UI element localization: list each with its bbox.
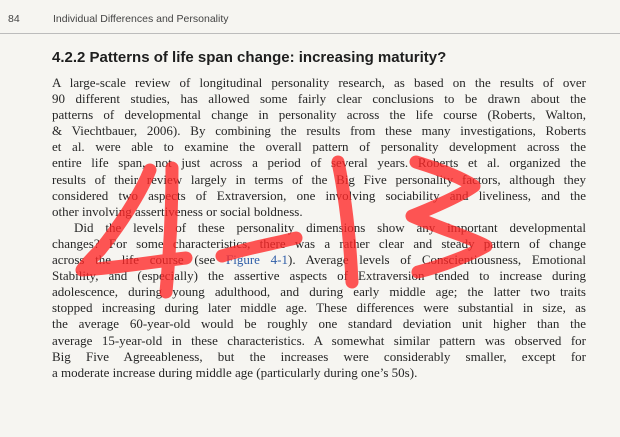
paragraph-line: adolescence, during young adulthood, and during early middle age; the latter two traits xyxy=(52,284,586,300)
paragraph-line: Stability, and (especially) the assertive aspects of Extraversion tended to increase during xyxy=(52,268,586,284)
line-text: across the life course (see xyxy=(52,252,227,268)
running-head-title: Individual Differences and Personality xyxy=(53,13,229,25)
paragraph-1 xyxy=(52,75,586,220)
paragraph-line: Did the levels of these personality dimensions show any important developmental xyxy=(74,219,586,235)
paragraph-line: patterns of developmental change in personality across the life course (Roberts, Walton, xyxy=(52,107,586,123)
paragraph-2 xyxy=(52,220,586,381)
paragraph-line: considered two aspects of Extraversion, one involving sociability and liveliness, and the xyxy=(52,187,586,203)
section-heading: 4.2.2 Patterns of life span change: increasing maturity? xyxy=(52,49,447,66)
paragraph-line: changes? For some characteristics, there was a rather clear and steady pattern of change xyxy=(52,235,586,251)
paragraph-line: 90 different studies, has allowed some fairly clear conclusions to be drawn about the xyxy=(52,91,586,107)
paragraph-line: the average 60-year-old would be roughly one standard deviation unit higher than the xyxy=(52,316,586,332)
figure-4-1-link[interactable]: Figure 4-1 xyxy=(226,252,288,268)
page-number: 84 xyxy=(8,13,20,25)
line-text: ). Average levels of Conscientiousness, Emotional xyxy=(287,252,586,268)
paragraph-line: a moderate increase during middle age (particularly during one’s 50s). xyxy=(52,364,418,380)
paragraph-line: et al. were able to examine the overall pattern of personality development across the xyxy=(52,139,586,155)
paragraph-line: average 15-year-old in these characteristics. A somewhat similar pattern was observed for xyxy=(52,332,586,348)
header-rule xyxy=(0,33,620,34)
paragraph-line-with-figure-link xyxy=(52,252,586,268)
paragraph-line: & Viechtbauer, 2006). By combining the results from these many investigations, Roberts xyxy=(52,123,586,139)
paragraph-line: other involving assertiveness or social boldness. xyxy=(52,203,303,219)
paragraph-line: results of their review largely in terms of the Big Five personality factors, although they xyxy=(52,171,586,187)
body-text xyxy=(52,75,586,381)
paragraph-line: entire life span, not just across a period of several years. Roberts et al. organized the xyxy=(52,155,586,171)
running-head xyxy=(8,13,229,25)
paragraph-line: Big Five Agreeableness, but the increases were considerably smaller, except for xyxy=(52,348,586,364)
paragraph-line: A large-scale review of longitudinal personality research, as based on the results of over xyxy=(52,75,586,90)
paragraph-line: stopped increasing during later middle age. These differences were substantial in size, as xyxy=(52,300,586,316)
